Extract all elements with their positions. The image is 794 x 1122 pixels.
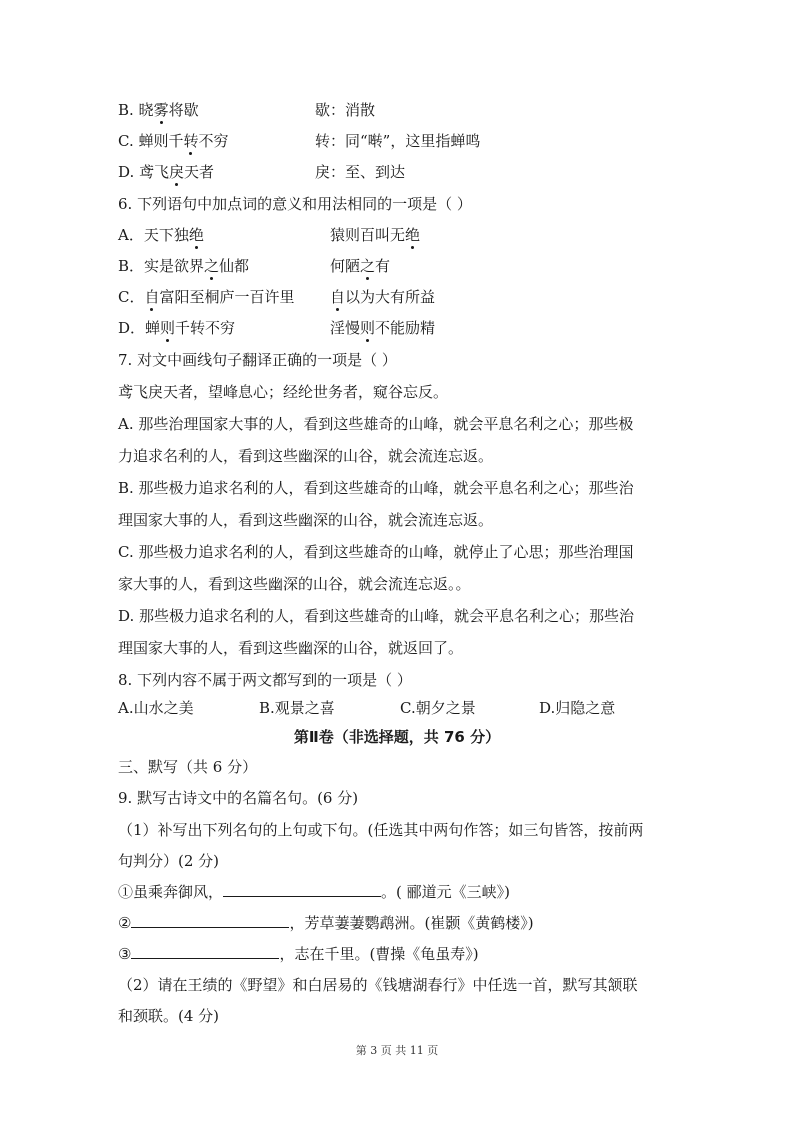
q8-option-c: C.朝夕之景 bbox=[400, 699, 476, 717]
q7-option-b-line1: B. 那些极力追求名利的人，看到这些雄奇的山峰，就会平息名利之心；那些治 bbox=[118, 479, 634, 497]
emphasis-dot-char: 之 bbox=[204, 257, 220, 275]
q8-option-d: D.归隐之意 bbox=[539, 699, 616, 717]
part2-title: 第Ⅱ卷（非选择题，共 76 分） bbox=[293, 728, 501, 746]
q6-option-d-left: D．蝉则千转不穷 bbox=[118, 319, 236, 337]
q9-item3: ③ ，志在千里。(曹操《龟虽寿》) bbox=[118, 945, 479, 963]
emphasis-dot-char: 戾 bbox=[169, 163, 185, 181]
q9-item1: ①虽乘奔御风， 。( 郦道元《三峡》) bbox=[118, 883, 510, 901]
q9-sub1-line2: 句判分）(2 分) bbox=[118, 852, 220, 870]
q5-option-d-definition: 戾：至、到达 bbox=[315, 163, 406, 181]
q7-stem: 7. 对文中画线句子翻译正确的一项是（ ） bbox=[118, 351, 397, 369]
page-footer: 第 3 页 共 11 页 bbox=[355, 1044, 439, 1057]
emphasis-dot-char: 之 bbox=[360, 257, 376, 275]
q9-sub1-line1: （1）补写出下列名句的上句或下句。(任选其中两句作答；如三句皆答，按前两 bbox=[118, 821, 644, 839]
q8-option-a: A.山水之美 bbox=[118, 699, 194, 717]
q9-item2: ② ，芳草萋萋鹦鹉洲。(崔颢《黄鹤楼》) bbox=[118, 914, 534, 932]
q7-option-d-line1: D. 那些极力追求名利的人，看到这些雄奇的山峰，就会平息名利之心；那些治 bbox=[118, 607, 635, 625]
q9-stem: 9. 默写古诗文中的名篇名句。(6 分) bbox=[118, 789, 359, 807]
q7-quote: 鸢飞戾天者，望峰息心；经纶世务者，窥谷忘反。 bbox=[118, 383, 449, 401]
answer-blank[interactable] bbox=[223, 882, 381, 897]
emphasis-dot-char: 转 bbox=[183, 132, 199, 150]
q8-option-b: B.观景之喜 bbox=[259, 699, 335, 717]
emphasis-dot-char: 雾 bbox=[153, 101, 169, 119]
q7-option-c-line1: C. 那些极力追求名利的人，看到这些雄奇的山峰，就停止了心思；那些治理国 bbox=[118, 543, 634, 561]
q5-option-d: D. 鸢飞戾天者 bbox=[118, 163, 215, 181]
emphasis-dot-char: 则 bbox=[160, 319, 176, 337]
emphasis-dot-char: 则 bbox=[360, 319, 376, 337]
q8-stem: 8. 下列内容不属于两文都写到的一项是（ ） bbox=[118, 671, 412, 689]
emphasis-dot-char: 绝 bbox=[405, 226, 421, 244]
q7-option-a-line1: A. 那些治理国家大事的人，看到这些雄奇的山峰，就会平息名利之心；那些极 bbox=[118, 415, 634, 433]
answer-blank[interactable] bbox=[131, 944, 279, 959]
answer-blank[interactable] bbox=[131, 913, 289, 928]
q6-option-b-right: 何陋之有 bbox=[330, 257, 391, 275]
emphasis-dot-char: 绝 bbox=[188, 226, 204, 244]
q5-option-b: B. 晓雾将歇 bbox=[118, 101, 199, 119]
q6-option-a-right: 猿则百叫无绝 bbox=[330, 226, 421, 244]
q9-sub2-line2: 和颈联。(4 分) bbox=[118, 1007, 220, 1025]
q6-option-c-right: 自以为大有所益 bbox=[330, 288, 436, 306]
q9-sub2-line1: （2）请在王绩的《野望》和白居易的《钱塘湖春行》中任选一首，默写其颔联 bbox=[118, 976, 638, 994]
q7-option-c-line2: 家大事的人，看到这些幽深的山谷，就会流连忘返。。 bbox=[118, 575, 471, 593]
section3-heading: 三、默写（共 6 分） bbox=[118, 758, 258, 776]
q7-option-d-line2: 理国家大事的人，看到这些幽深的山谷，就返回了。 bbox=[118, 639, 464, 657]
emphasis-dot-char: 自 bbox=[330, 288, 346, 306]
q5-option-c-definition: 转：同“啭”，这里指蝉鸣 bbox=[315, 132, 481, 150]
q6-option-a-left: A．天下独绝 bbox=[118, 226, 204, 244]
q6-option-c-left: C．自富阳至桐庐一百许里 bbox=[118, 288, 295, 306]
q7-option-b-line2: 理国家大事的人，看到这些幽深的山谷，就会流连忘返。 bbox=[118, 511, 494, 529]
q6-stem: 6. 下列语句中加点词的意义和用法相同的一项是（ ） bbox=[118, 195, 472, 213]
q5-option-b-definition: 歇：消散 bbox=[315, 101, 376, 119]
emphasis-dot-char: 自 bbox=[144, 288, 160, 306]
q6-option-d-right: 淫慢则不能励精 bbox=[330, 319, 436, 337]
q7-option-a-line2: 力追求名利的人，看到这些幽深的山谷，就会流连忘返。 bbox=[118, 447, 494, 465]
q5-option-c: C. 蝉则千转不穷 bbox=[118, 132, 229, 150]
q6-option-b-left: B．实是欲界之仙都 bbox=[118, 257, 250, 275]
